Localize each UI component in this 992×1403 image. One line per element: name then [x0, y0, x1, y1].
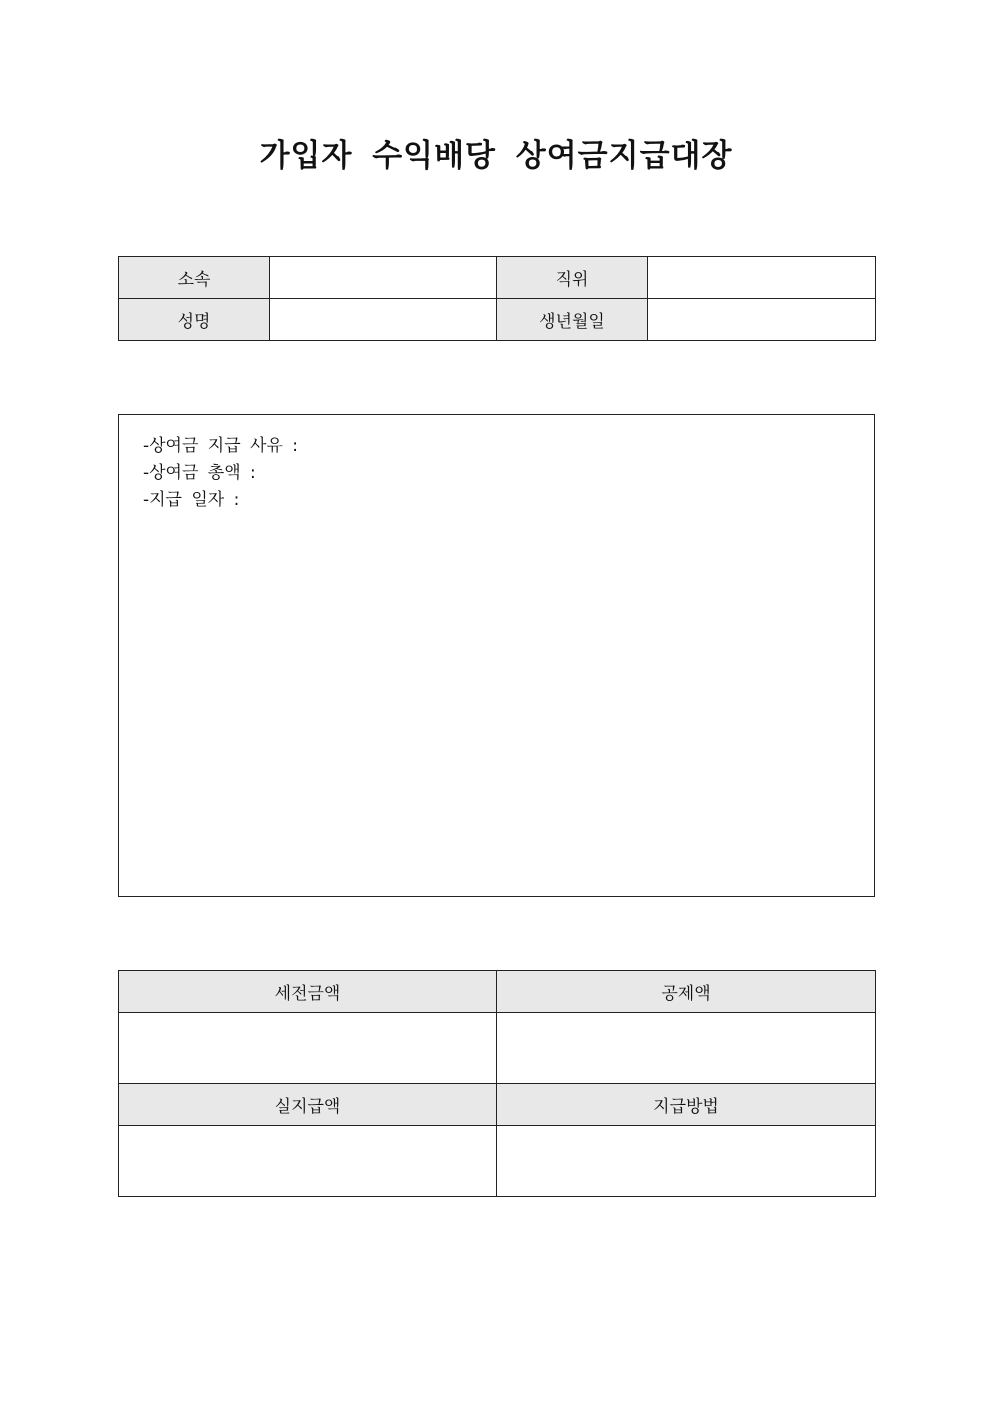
document-title: 가입자 수익배당 상여금지급대장	[259, 138, 733, 174]
name-field[interactable]	[270, 299, 497, 341]
position-label: 직위	[497, 257, 648, 299]
pretax-amount-field[interactable]	[119, 1013, 497, 1084]
payment-date-label: -지급 일자 :	[143, 490, 240, 510]
table-row	[119, 257, 876, 299]
employee-info-table	[118, 256, 876, 341]
net-amount-field[interactable]	[119, 1126, 497, 1197]
affiliation-label: 소속	[119, 257, 270, 299]
bonus-total-label: -상여금 총액 :	[143, 463, 256, 483]
payment-method-field[interactable]	[497, 1126, 876, 1197]
table-row	[119, 1013, 876, 1084]
position-field[interactable]	[648, 257, 876, 299]
deduction-field[interactable]	[497, 1013, 876, 1084]
bonus-details-box[interactable]	[118, 414, 875, 897]
birthdate-label: 생년월일	[497, 299, 648, 341]
table-row	[119, 971, 876, 1013]
table-row	[119, 299, 876, 341]
bonus-details-text	[143, 433, 298, 514]
table-row	[119, 1126, 876, 1197]
net-amount-label: 실지급액	[119, 1084, 497, 1126]
deduction-label: 공제액	[497, 971, 876, 1013]
payment-amount-table	[118, 970, 876, 1197]
payment-method-label: 지급방법	[497, 1084, 876, 1126]
table-row	[119, 1084, 876, 1126]
pretax-amount-label: 세전금액	[119, 971, 497, 1013]
name-label: 성명	[119, 299, 270, 341]
birthdate-field[interactable]	[648, 299, 876, 341]
bonus-reason-label: -상여금 지급 사유 :	[143, 436, 299, 456]
affiliation-field[interactable]	[270, 257, 497, 299]
